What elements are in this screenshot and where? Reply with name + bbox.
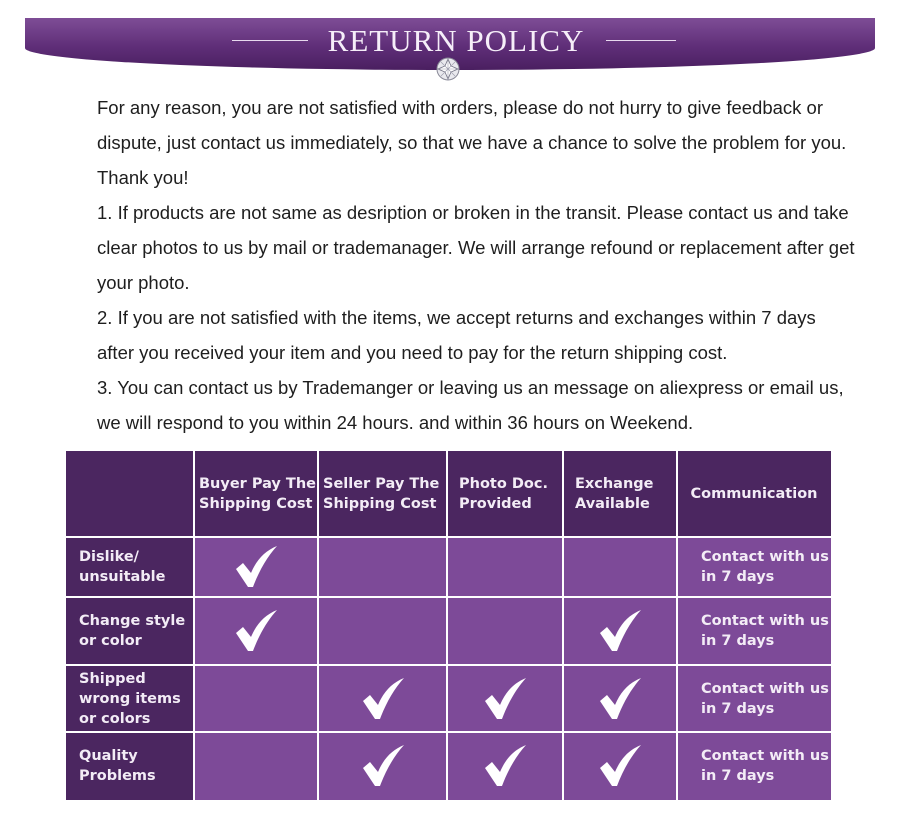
empty-cell bbox=[447, 597, 563, 665]
check-cell bbox=[563, 665, 677, 732]
table-gridline bbox=[66, 664, 831, 666]
check-cell bbox=[447, 732, 563, 800]
column-header bbox=[318, 451, 447, 537]
communication-cell-label: Contact with us in 7 days bbox=[701, 613, 829, 649]
checkmark-shape bbox=[485, 678, 526, 719]
policy-intro: For any reason, you are not satisfied with orders, please do not hurry to give feedback or dispute, just contact us immediately, so that we have a chance to solve the problem for you. Thank you! bbox=[97, 97, 847, 188]
table-gridline bbox=[317, 451, 319, 800]
row-header bbox=[66, 665, 194, 732]
communication-cell bbox=[677, 665, 831, 732]
table-gridline bbox=[562, 451, 564, 800]
table-gridline bbox=[66, 731, 831, 733]
check-cell bbox=[194, 597, 318, 665]
communication-cell-label: Contact with us in 7 days bbox=[701, 748, 829, 784]
checkmark-icon bbox=[482, 744, 528, 788]
check-cell bbox=[194, 537, 318, 597]
empty-cell bbox=[194, 732, 318, 800]
column-header-label: Buyer Pay The Shipping Cost bbox=[199, 476, 316, 512]
communication-cell bbox=[677, 597, 831, 665]
checkmark-icon bbox=[360, 677, 406, 721]
checkmark-icon bbox=[360, 744, 406, 788]
row-header bbox=[66, 732, 194, 800]
checkmark-icon bbox=[233, 545, 279, 589]
checkmark-shape bbox=[600, 610, 641, 651]
checkmark-shape bbox=[363, 678, 404, 719]
return-policy-table bbox=[66, 451, 831, 800]
empty-cell bbox=[563, 537, 677, 597]
check-cell bbox=[563, 597, 677, 665]
checkmark-shape bbox=[600, 678, 641, 719]
checkmark-shape bbox=[236, 546, 277, 587]
column-header bbox=[194, 451, 318, 537]
communication-cell-label: Contact with us in 7 days bbox=[701, 680, 829, 717]
page-title: RETURN POLICY bbox=[327, 23, 585, 58]
policy-item-2: 2. If you are not satisfied with the items, we accept returns and exchanges within 7 days after you received your item and you need to pay for the return shipping cost. bbox=[97, 307, 816, 363]
check-cell bbox=[318, 732, 447, 800]
checkmark-icon bbox=[597, 744, 643, 788]
checkmark-shape bbox=[600, 745, 641, 786]
table-gridline bbox=[66, 596, 831, 598]
table-gridline bbox=[193, 451, 195, 800]
table-gridline bbox=[446, 451, 448, 800]
check-cell bbox=[447, 665, 563, 732]
check-cell bbox=[563, 732, 677, 800]
checkmark-shape bbox=[485, 745, 526, 786]
column-header-label: Seller Pay The Shipping Cost bbox=[323, 476, 440, 512]
column-header bbox=[447, 451, 563, 537]
checkmark-shape bbox=[236, 610, 277, 651]
empty-cell bbox=[447, 537, 563, 597]
column-header-label: Exchange Available bbox=[575, 476, 654, 512]
table-corner-cell bbox=[66, 451, 194, 537]
table-gridline bbox=[66, 536, 831, 538]
check-cell bbox=[318, 665, 447, 732]
row-header bbox=[66, 537, 194, 597]
communication-cell bbox=[677, 537, 831, 597]
row-header bbox=[66, 597, 194, 665]
empty-cell bbox=[318, 597, 447, 665]
policy-text bbox=[97, 90, 857, 440]
table-gridline bbox=[676, 451, 678, 800]
empty-cell bbox=[318, 537, 447, 597]
communication-cell bbox=[677, 732, 831, 800]
column-header bbox=[563, 451, 677, 537]
column-header-label: Communication bbox=[690, 486, 818, 502]
row-header-label: Dislike/ unsuitable bbox=[79, 549, 166, 585]
diamond-icon bbox=[434, 55, 462, 83]
checkmark-icon bbox=[233, 609, 279, 653]
checkmark-icon bbox=[597, 677, 643, 721]
column-header bbox=[677, 451, 831, 537]
row-header-label: Shipped wrong items or colors bbox=[79, 670, 181, 727]
column-header-label: Photo Doc. Provided bbox=[459, 476, 548, 512]
policy-item-3: 3. You can contact us by Trademanger or leaving us an message on aliexpress or email us, we will respond to you within 24 hours. and within 36 hours on Weekend. bbox=[97, 377, 844, 433]
empty-cell bbox=[194, 665, 318, 732]
checkmark-shape bbox=[363, 745, 404, 786]
checkmark-icon bbox=[482, 677, 528, 721]
policy-item-1: 1. If products are not same as desription or broken in the transit. Please contact us and take clear photos to us by mail or trademanager. We will arrange refound or replacement after get your photo. bbox=[97, 202, 855, 293]
communication-cell-label: Contact with us in 7 days bbox=[701, 549, 829, 585]
row-header-label: Change style or color bbox=[79, 613, 186, 649]
checkmark-icon bbox=[597, 609, 643, 653]
row-header-label: Quality Problems bbox=[79, 748, 156, 784]
